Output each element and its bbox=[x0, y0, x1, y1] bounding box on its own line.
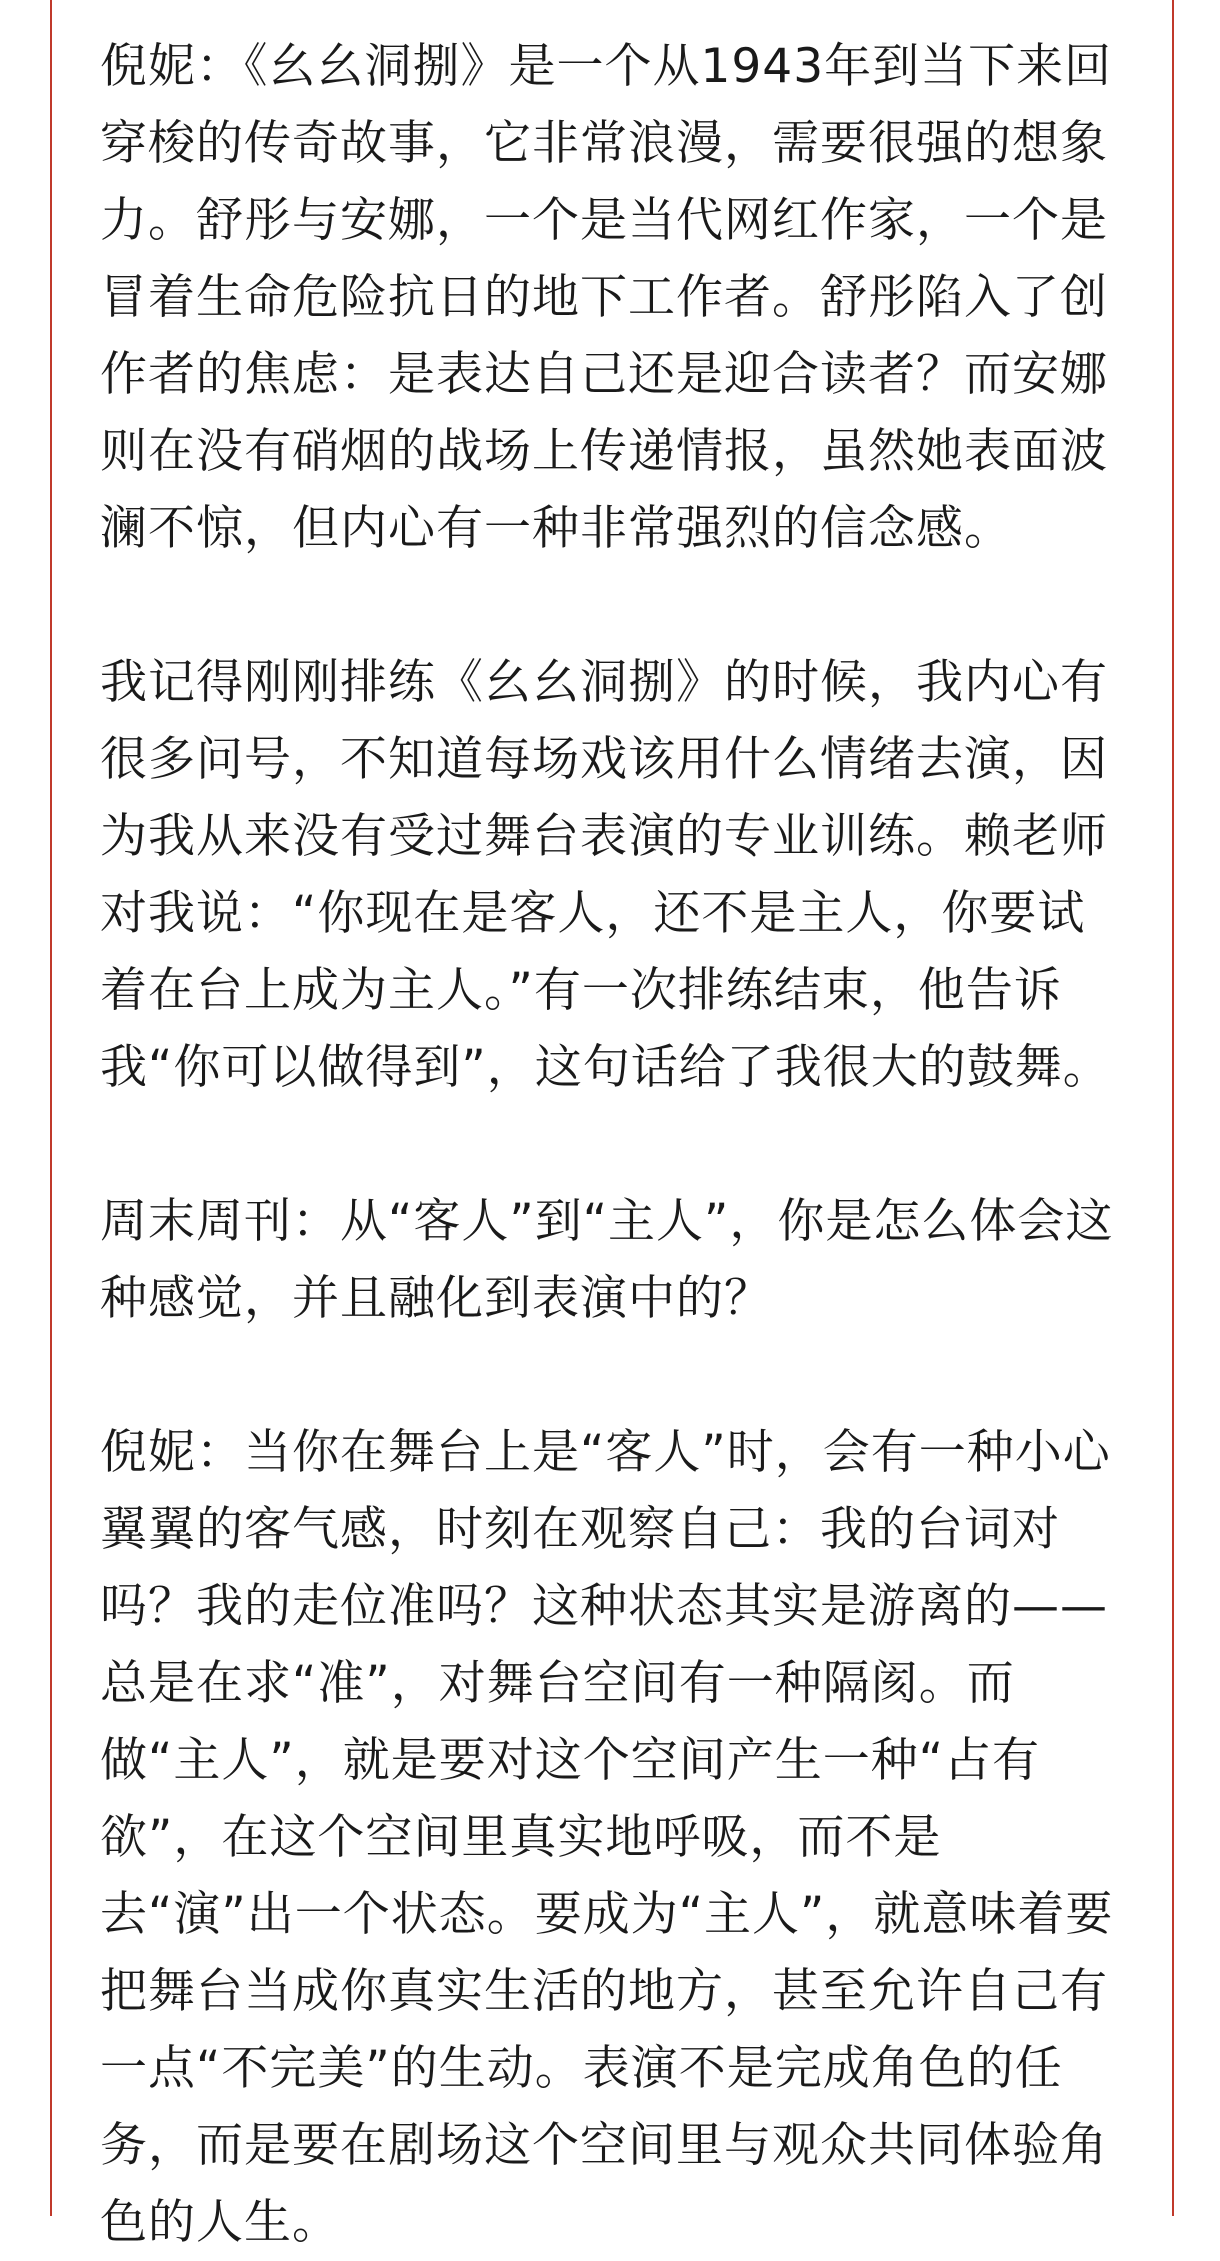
paragraph-question: 周末周刊：从“客人”到“主人”，你是怎么体会这种感觉，并且融化到表演中的？ bbox=[100, 1194, 1114, 1326]
paragraph-intro: 倪妮：《幺幺洞捌》是一个从1943年到当下来回穿梭的传奇故事，它非常浪漫，需要很强的想象力。舒彤与安娜，一个是当代网红作家，一个是冒着生命危险抗日的地下工作者。舒彤陷入了创作者的焦虑：是表达自己还是迎合读者？而安娜则在没有硝烟的战场上传递情报，虽然她表面波澜不惊，但内心有一种非常强烈的信念感。 bbox=[100, 39, 1113, 556]
left-border-line bbox=[50, 0, 52, 2216]
paragraph-answer: 倪妮：当你在舞台上是“客人”时，会有一种小心翼翼的客气感，时刻在观察自己：我的台词对吗？我的走位准吗？这种状态其实是游离的——总是在求“准”，对舞台空间有一种隔阂。而做“主人”，就是要对这个空间产生一种“占有欲”，在这个空间里真实地呼吸，而不是去“演”出一个状态。要成为“主人”，就意味着要把舞台当成你真实生活的地方，甚至允许自己有一点“不完美”的生动。表演不是完成角色的任务，而是要在剧场这个空间里与观众共同体验角色的人生。 bbox=[100, 1425, 1114, 2250]
right-border-line bbox=[1172, 0, 1174, 2216]
paragraph-rehearsal: 我记得刚刚排练《幺幺洞捌》的时候，我内心有很多问号，不知道每场戏该用什么情绪去演，因为我从来没有受过舞台表演的专业训练。赖老师对我说：“你现在是客人，还不是主人，你要试着在台上成为主人。”有一次排练结束，他告诉我“你可以做得到”，这句话给了我很大的鼓舞。 bbox=[100, 655, 1111, 1095]
article-body bbox=[100, 28, 1130, 2261]
